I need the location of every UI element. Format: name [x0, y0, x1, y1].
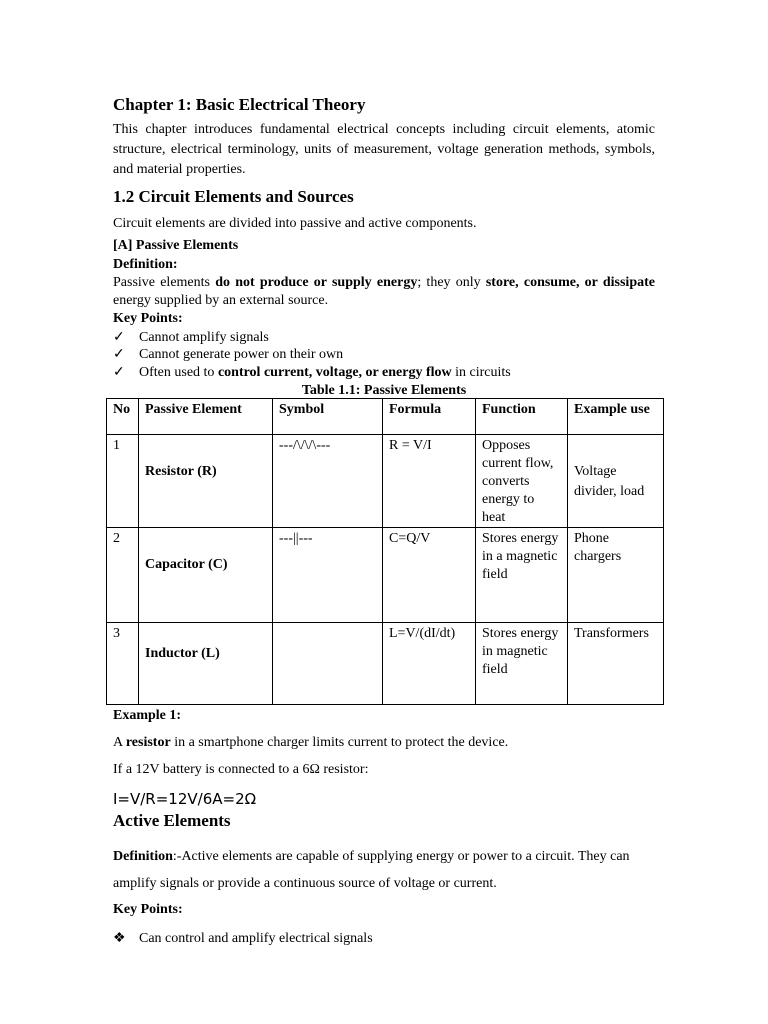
document-body: [113, 94, 655, 948]
cell-symbol: [273, 623, 383, 705]
table-caption: Table 1.1: Passive Elements: [301, 383, 467, 399]
list-item: [113, 364, 655, 382]
cell-formula: L=V/(dI/dt): [383, 623, 476, 705]
active-key-points: [113, 930, 655, 948]
element-name: Inductor (L): [145, 646, 220, 662]
example-line-2: If a 12V battery is connected to a 6Ω resistor:: [113, 762, 369, 778]
cell-no: 1: [107, 435, 139, 528]
cell-symbol: ---/\/\/\---: [273, 435, 383, 528]
active-definition-label: Definition: [113, 849, 173, 865]
passive-key-points: [113, 329, 655, 382]
passive-heading: [A] Passive Elements: [113, 238, 239, 254]
table-row: [107, 435, 664, 528]
example-text: Voltage divider, load: [574, 463, 645, 500]
passive-definition: [113, 274, 655, 310]
section-title: 1.2 Circuit Elements and Sources: [113, 187, 354, 207]
cell-no: 3: [107, 623, 139, 705]
check-icon: ✓: [113, 329, 125, 345]
cell-example: [568, 435, 664, 528]
chapter-intro: This chapter introduces fundamental electrical concepts including circuit elements, atomic structure, electrical terminology, units of measurement, voltage generation methods, symbols, and material properties.: [113, 122, 655, 178]
passive-def-bold-1: do not produce or supply energy: [215, 274, 418, 290]
example-title: Example 1:: [113, 708, 182, 724]
cell-element: [139, 528, 273, 623]
example-formula: I=V/R=12V/6A=2Ω: [113, 790, 257, 809]
element-name: Resistor (R): [145, 464, 217, 480]
list-item: [113, 329, 655, 347]
table-header-row: [107, 399, 664, 435]
header-formula: Formula: [383, 399, 476, 435]
active-definition-text: :-Active elements are capable of supplying energy or power to a circuit. They can amplify signals or provide a continuous source of voltage or current.: [113, 849, 630, 892]
cell-formula: R = V/I: [383, 435, 476, 528]
key-point-text: Can control and amplify electrical signals: [139, 930, 373, 946]
header-example: Example use: [568, 399, 664, 435]
cell-element: [139, 435, 273, 528]
cell-no: 2: [107, 528, 139, 623]
table-row: [107, 623, 664, 705]
cell-example: Transformers: [568, 623, 664, 705]
passive-elements-table: [106, 398, 664, 705]
key-point-text-2: in circuits: [451, 364, 511, 380]
passive-def-bold-2: store, consume, or dissipate: [485, 274, 655, 290]
table-row: [107, 528, 664, 623]
active-key-points-label: Key Points:: [113, 902, 183, 918]
header-function: Function: [476, 399, 568, 435]
passive-def-text-1: Passive elements: [113, 274, 216, 290]
header-element: Passive Element: [139, 399, 273, 435]
active-definition: [113, 843, 655, 897]
cell-function: Opposes current flow, converts energy to heat: [476, 435, 568, 528]
passive-def-text-3: energy supplied by an external source.: [113, 292, 329, 308]
diamond-bullet-icon: ❖: [113, 930, 126, 946]
cell-formula: C=Q/V: [383, 528, 476, 623]
element-name: Capacitor (C): [145, 557, 228, 573]
header-symbol: Symbol: [273, 399, 383, 435]
active-heading: Active Elements: [113, 811, 231, 831]
check-icon: ✓: [113, 347, 125, 363]
cell-function: Stores energy in a magnetic field: [476, 528, 568, 623]
example-text-2: in a smartphone charger limits current to protect the device.: [170, 735, 509, 751]
example-bold: resistor: [125, 735, 171, 751]
cell-function: Stores energy in magnetic field: [476, 623, 568, 705]
cell-example: Phone chargers: [568, 528, 664, 623]
header-no: No: [107, 399, 139, 435]
passive-key-points-label: Key Points:: [113, 310, 183, 326]
list-item: [113, 346, 655, 364]
key-point-text: Cannot generate power on their own: [139, 347, 344, 363]
cell-symbol: ---||---: [273, 528, 383, 623]
passive-definition-label: Definition:: [113, 256, 178, 272]
cell-element: [139, 623, 273, 705]
example-line-1: [113, 734, 655, 752]
key-point-text-1: Often used to: [139, 364, 218, 380]
passive-def-text-2: ; they only: [417, 274, 486, 290]
key-point-text: Cannot amplify signals: [139, 329, 269, 345]
list-item: [113, 930, 655, 948]
example-text-1: A: [113, 735, 126, 751]
chapter-title: Chapter 1: Basic Electrical Theory: [113, 95, 366, 114]
section-intro: Circuit elements are divided into passive and active components.: [113, 216, 477, 232]
key-point-bold: control current, voltage, or energy flow: [217, 364, 452, 380]
check-icon: ✓: [113, 364, 125, 380]
